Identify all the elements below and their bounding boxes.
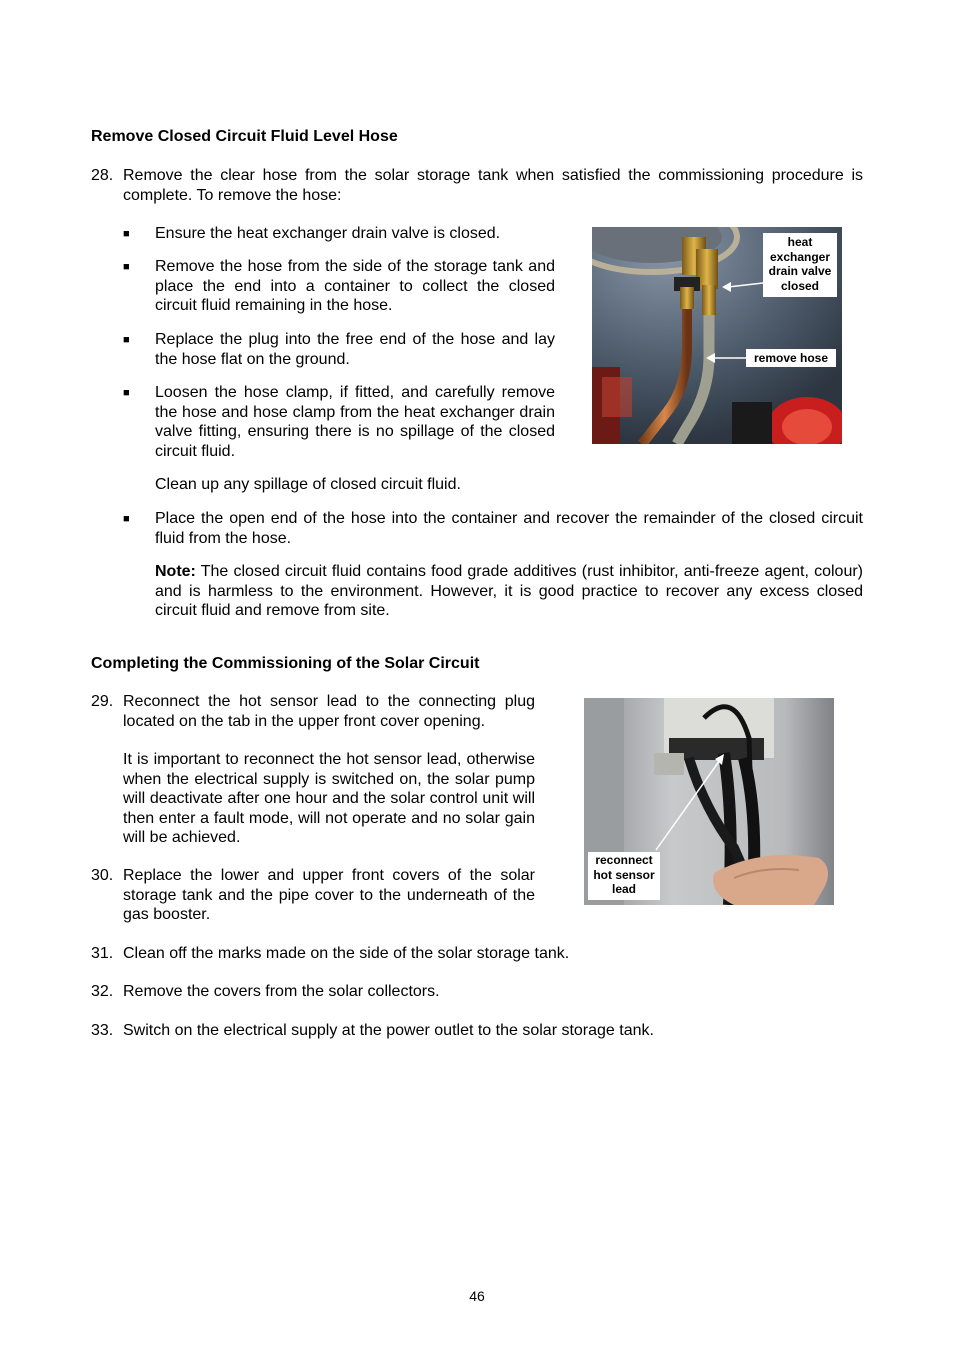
note-text: The closed circuit fluid contains food grade additives (rust inhibitor, anti-freeze agent, colour) and is harmless to the environment. However, it is good practice to recover any excess closed circuit fluid and remove from site.: [155, 563, 863, 619]
step-28-text: Remove the clear hose from the solar storage tank when satisfied the commissioning procedure is complete. To remove the hose:: [123, 167, 863, 204]
step-number: 33.: [91, 1022, 114, 1039]
step-31-text: Clean off the marks made on the side of the solar storage tank.: [123, 945, 570, 962]
bullet-marker: ■: [123, 387, 130, 399]
section-heading-commissioning: Completing the Commissioning of the Solar Circuit: [91, 655, 480, 672]
step-number: 29.: [91, 693, 114, 710]
bullet-text: Replace the plug into the free end of the hose and lay the hose flat on the ground.: [155, 331, 555, 368]
page-number: 46: [469, 1288, 485, 1304]
cleanup-text: Clean up any spillage of closed circuit fluid.: [155, 476, 461, 493]
step-number: 30.: [91, 867, 114, 884]
bullet-marker: ■: [123, 513, 130, 525]
hot-sensor-photo: [584, 698, 834, 905]
callout-hot-sensor: reconnect hot sensor lead: [588, 852, 660, 900]
step-29-text: Reconnect the hot sensor lead to the connecting plug located on the tab in the upper front cover opening.: [123, 693, 535, 730]
bullet-marker: ■: [123, 334, 130, 346]
bullet-marker: ■: [123, 261, 130, 273]
drain-valve-photo: [592, 227, 842, 444]
step-29-paragraph: It is important to reconnect the hot sensor lead, otherwise when the electrical supply is switched on, the solar pump will deactivate after one hour and the solar control unit will then enter a fault mode, will not operate and no solar gain will be achieved.: [123, 751, 535, 846]
callout-drain-valve: heat exchanger drain valve closed: [763, 233, 837, 297]
bullet-marker: ■: [123, 228, 130, 240]
note-paragraph: [155, 562, 863, 621]
step-32-text: Remove the covers from the solar collectors.: [123, 983, 440, 1000]
step-number: 31.: [91, 945, 114, 962]
bullet-text: Ensure the heat exchanger drain valve is closed.: [155, 225, 501, 242]
step-number: 32.: [91, 983, 114, 1000]
bullet-text: Remove the hose from the side of the storage tank and place the end into a container to collect the closed circuit fluid remaining in the hose.: [155, 258, 555, 314]
callout-arrow-sensor: [584, 698, 834, 905]
bullet-text: Loosen the hose clamp, if fitted, and carefully remove the hose and hose clamp from the heat exchanger drain valve fitting, ensuring there is no spillage of the closed circuit fluid.: [155, 384, 555, 460]
step-30-text: Replace the lower and upper front covers of the solar storage tank and the pipe cover to the underneath of the gas booster.: [123, 867, 535, 923]
callout-remove-hose: remove hose: [746, 349, 836, 367]
step-33-text: Switch on the electrical supply at the power outlet to the solar storage tank.: [123, 1022, 654, 1039]
section-heading-remove-hose: Remove Closed Circuit Fluid Level Hose: [91, 128, 398, 145]
step-number: 28.: [91, 167, 114, 184]
callout-arrows: [592, 227, 842, 444]
note-label: Note:: [155, 563, 196, 580]
bullet-text: Place the open end of the hose into the container and recover the remainder of the closed circuit fluid from the hose.: [155, 510, 863, 547]
